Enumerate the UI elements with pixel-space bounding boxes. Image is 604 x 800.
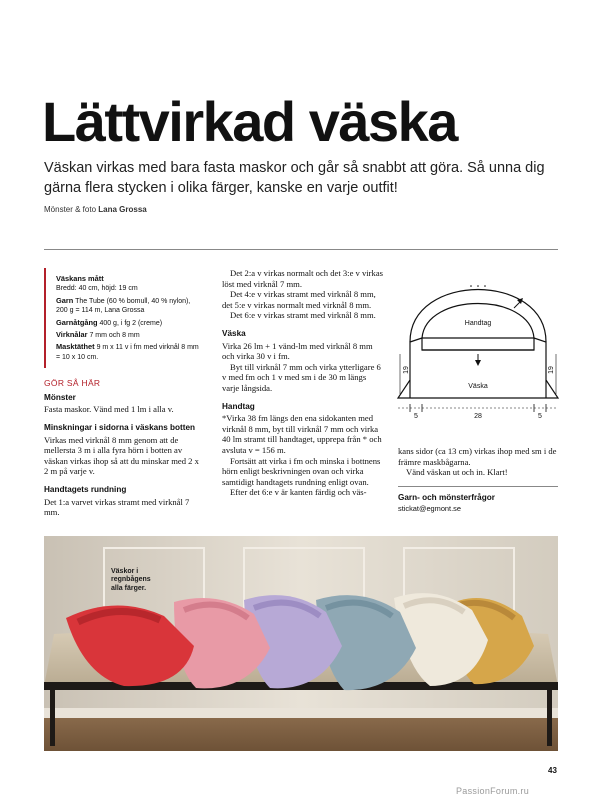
- text-handtagets-rundning: Det 1:a varvet virkas stramt med virknål 7 mm.: [44, 496, 190, 518]
- contact-email: stickat@egmont.se: [398, 504, 461, 514]
- text-col2-p2: Det 4:e v virkas stramt med virknål 8 mm, det 5:e v virkas normalt med virknål 8 mm.: [222, 289, 376, 310]
- text-col2-p3: Det 6:e v virkas stramt med virknål 8 mm.: [230, 310, 376, 321]
- body-arrowhead: [475, 360, 481, 366]
- handle-dot: [484, 285, 486, 287]
- heading-vaska: Väska: [222, 328, 246, 338]
- photo-floor: [44, 716, 558, 751]
- text-monster: Fasta maskor. Vänd med 1 lm i alla v.: [44, 404, 174, 415]
- virknalar-row: Virknålar 7 mm och 8 mm: [56, 330, 140, 340]
- baseboard: [44, 708, 558, 718]
- credit-name: Lana Grossa: [98, 205, 147, 214]
- dim-right: 5: [538, 413, 542, 420]
- text-col2-p1: Det 2:a v virkas normalt och det 3:e v virkas löst med virknål 7 mm.: [222, 268, 383, 289]
- garn-row: Garn The Tube (60 % bomull, 40 % nylon), 200 g = 114 m, Lana Grossa: [56, 295, 191, 315]
- page-number: 43: [548, 766, 557, 775]
- column-1: [44, 268, 199, 518]
- measures-row: Väskans mått Bredd: 40 cm, höjd: 19 cm: [56, 274, 138, 293]
- dim-height-left: 19: [403, 366, 410, 374]
- watermark: PassionForum.ru: [456, 786, 530, 796]
- handle-dot: [470, 285, 472, 287]
- garnatgang-row: Garnåtgång 400 g, i fg 2 (creme): [56, 317, 163, 327]
- heading-handtagets-rundning: Handtagets rundning: [44, 485, 127, 494]
- heading-garn-fragor: Garn- och mönsterfrågor: [398, 492, 495, 502]
- dim-middle: 28: [474, 413, 482, 420]
- materials-box: [44, 268, 199, 368]
- col3-divider: [398, 486, 558, 487]
- bench-leg: [547, 686, 552, 746]
- text-vaska-p1: Virka 26 lm + 1 vänd-lm med virknål 8 mm och virka 30 v i fm.: [222, 340, 373, 362]
- top-divider: [44, 249, 558, 250]
- bag-schematic-diagram: [396, 262, 560, 432]
- credit-prefix: Mönster & foto: [44, 205, 97, 214]
- article-credit: [44, 205, 147, 214]
- label-handtag: Handtag: [464, 320, 492, 327]
- heading-minskningar: Minskningar i sidorna i väskans botten: [44, 423, 196, 433]
- column-2: [222, 268, 384, 498]
- article-title: Lättvirkad väska: [42, 90, 457, 153]
- text-col3-p2: Vänd väskan ut och in. Klart!: [406, 467, 508, 478]
- column-3: [398, 446, 558, 514]
- text-minskningar: Virkas med virknål 8 mm genom att de mellersta 3 m i alla fyra hörn i botten av väskan virkas ihop så att du minskar med 2 x 2 m på varje v.: [44, 434, 199, 477]
- heading-handtag: Handtag: [222, 401, 255, 411]
- text-handtag-p2: Fortsätt att virka i fm och minska i bottnens hörn enligt beskrivningen ovan och virka samtidigt handtagets rundning enligt ovan.: [222, 455, 381, 487]
- bench-leg: [50, 686, 55, 746]
- text-handtag-p1: *Virka 38 fm längs den ena sidokanten med virknål 8 mm, byt till virknål 7 mm och virka 40 lm stramt till handtaget, upprepa från * och avsluta v = 156 m.: [222, 413, 382, 455]
- text-vaska-p2: Byt till virknål 7 mm och virka ytterligare 6 v med fm och 1 v med sm i de 30 m längs varje långsida.: [222, 361, 381, 393]
- handle-dot: [477, 285, 479, 287]
- dim-height-right: 19: [548, 366, 555, 374]
- photo-caption: Väskor i regnbågens alla färger.: [111, 568, 151, 592]
- text-col3-p1: kans sidor (ca 13 cm) virkas ihop med sm i de främre maskbågarna.: [398, 446, 557, 467]
- article-lead: Väskan virkas med bara fasta maskor och går så snabbt att göra. Så unna dig gärna flera stycken i olika färger, kanske en varje outfit!: [44, 160, 545, 196]
- handle-outer-outline: [410, 290, 546, 343]
- section-heading-gor-sa-har: GÖR SÅ HÄR: [44, 378, 101, 389]
- heading-monster: Mönster: [44, 392, 76, 402]
- text-handtag-p3: Efter det 6:e v är kanten färdig och väs-: [230, 487, 367, 498]
- dim-left: 5: [414, 413, 418, 420]
- label-vaska: Väska: [468, 383, 488, 390]
- masktathet-row: Masktäthet 9 m x 11 v i fm med virknål 8 mm = 10 x 10 cm.: [56, 342, 199, 361]
